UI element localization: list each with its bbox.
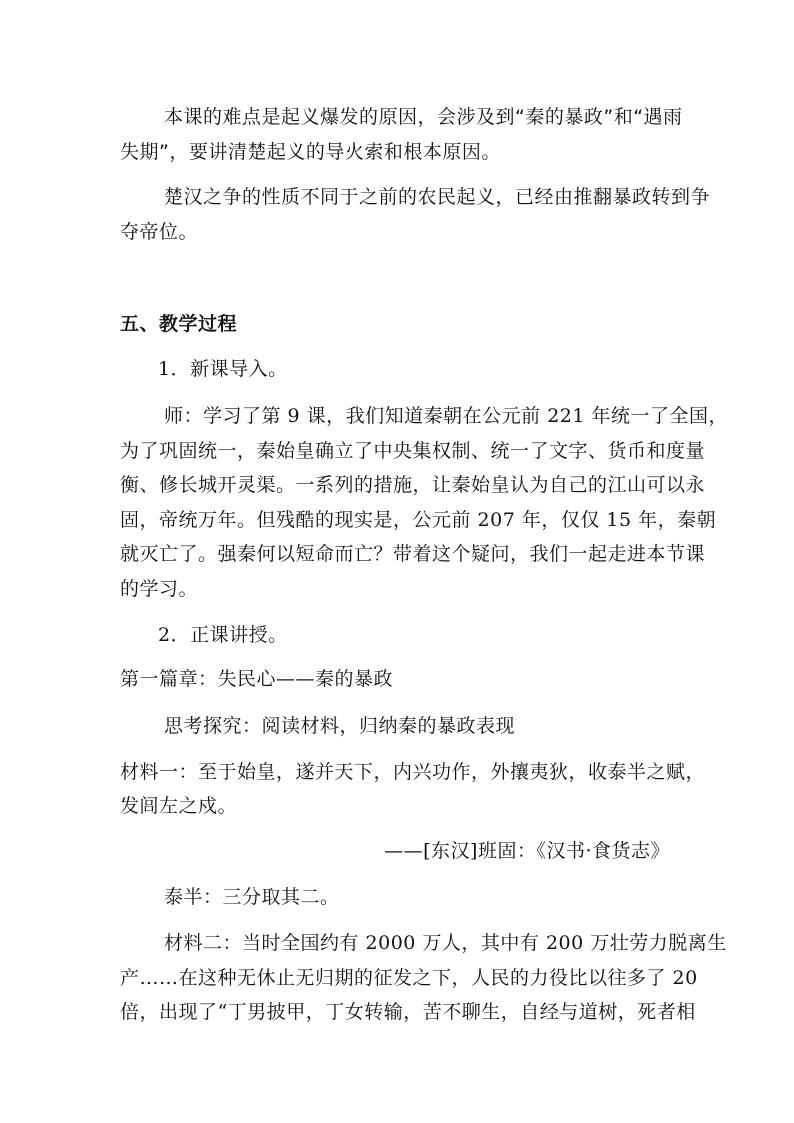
material-2-line-3: 倍，出现了“丁男披甲，丁女转输，苦不聊生，自经与道树，死者相 — [120, 1001, 696, 1023]
material-2-line-2: 产……在这种无休止无归期的征发之下，人民的力役比以往多了 20 — [120, 967, 698, 989]
paragraph-difficulty-line-2: 失期”，要讲清楚起义的导火索和根本原因。 — [120, 141, 501, 163]
teacher-text-line-2: 为了巩固统一，秦始皇确立了中央集权制、统一了文字、货币和度量 — [120, 440, 706, 462]
step-2-label: 2．正课讲授。 — [158, 624, 288, 646]
teacher-text-line-1: 师：学习了第 9 课，我们知道秦朝在公元前 221 年统一了全国， — [164, 405, 729, 427]
paragraph-chuhan-line-1: 楚汉之争的性质不同于之前的农民起义，已经由推翻暴政转到争 — [164, 186, 711, 208]
teacher-text-line-3: 衡、修长城开灵渠。一系列的措施，让秦始皇认为自己的江山可以永 — [120, 474, 706, 496]
teacher-text-line-6: 的学习。 — [120, 578, 199, 600]
step-1-label: 1．新课导入。 — [158, 358, 288, 380]
material-1-line-1: 材料一：至于始皇，遂并天下，内兴功作，外攘夷狄，收泰半之赋， — [120, 761, 706, 783]
taiban-note: 泰半：三分取其二。 — [164, 886, 340, 908]
paragraph-difficulty-line-1: 本课的难点是起义爆发的原因，会涉及到“秦的暴政”和“遇雨 — [164, 106, 683, 128]
section-heading: 五、教学过程 — [120, 313, 238, 335]
material-1-source: ——[东汉]班固：《汉书·食货志》 — [384, 840, 670, 862]
paragraph-chuhan-line-2: 夺帝位。 — [120, 221, 199, 243]
teacher-text-line-5: 就灭亡了。强秦何以短命而亡？带着这个疑问，我们一起走进本节课 — [120, 543, 706, 565]
teacher-text-line-4: 固，帝统万年。但残酷的现实是，公元前 207 年，仅仅 15 年，秦朝 — [120, 509, 717, 531]
material-2-line-1: 材料二：当时全国约有 2000 万人，其中有 200 万壮劳力脱离生 — [164, 932, 727, 954]
material-1-line-2: 发闾左之戍。 — [120, 795, 238, 817]
chapter-1-title: 第一篇章：失民心——秦的暴政 — [120, 668, 394, 690]
inquiry-prompt: 思考探究：阅读材料，归纳秦的暴政表现 — [164, 715, 516, 737]
